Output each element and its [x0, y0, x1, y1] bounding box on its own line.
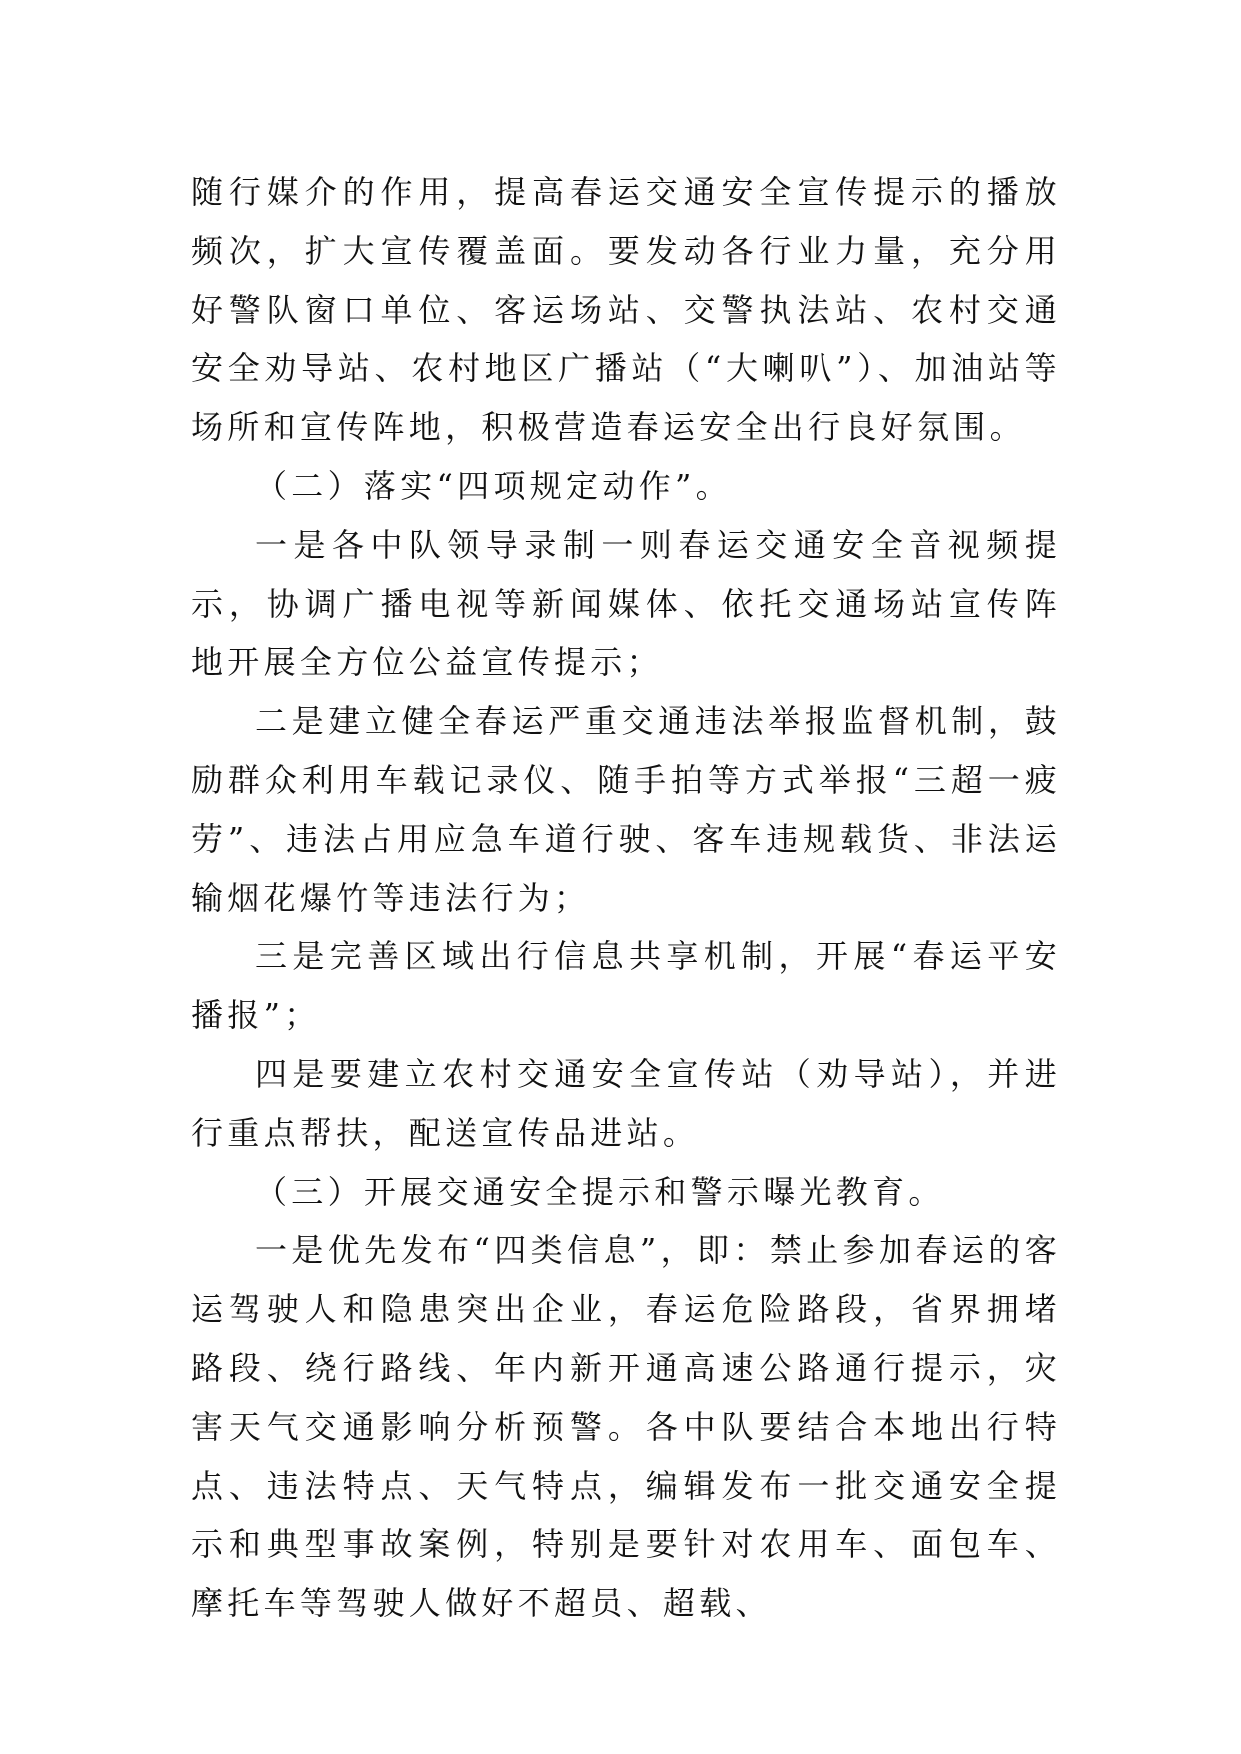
paragraph-item-4: 四是要建立农村交通安全宣传站（劝导站），并进行重点帮扶，配送宣传品进站。 — [191, 1054, 1061, 1152]
document-body — [191, 163, 1061, 1633]
paragraph-item-3: 三是完善区域出行信息共享机制，开展“春运平安播报”； — [191, 937, 1061, 1035]
paragraph-item-5: 一是优先发布“四类信息”，即：禁止参加春运的客运驾驶人和隐患突出企业，春运危险路段，省界拥堵路段、绕行路线、年内新开通高速公路通行提示，灾害天气交通影响分析预警。各中队要结合本地出行特点、违法特点、天气特点，编辑发布一批交通安全提示和典型事故案例，特别是要针对农用车、面包车、摩托车等驾驶人做好不超员、超载、 — [191, 1231, 1061, 1623]
section-heading-2: （二）落实“四项规定动作”。 — [255, 466, 732, 505]
paragraph-item-2: 二是建立健全春运严重交通违法举报监督机制，鼓励群众利用车载记录仪、随手拍等方式举报“三超一疲劳”、违法占用应急车道行驶、客车违规载货、非法运输烟花爆竹等违法行为； — [191, 702, 1061, 917]
paragraph-continuation: 随行媒介的作用，提高春运交通安全宣传提示的播放频次，扩大宣传覆盖面。要发动各行业力量，充分用好警队窗口单位、客运场站、交警执法站、农村交通安全劝导站、农村地区广播站（“大喇叭”）、加油站等场所和宣传阵地，积极营造春运安全出行良好氛围。 — [191, 173, 1061, 447]
section-heading-3: （三）开展交通安全提示和警示曝光教育。 — [255, 1172, 945, 1211]
paragraph-item-1: 一是各中队领导录制一则春运交通安全音视频提示，协调广播电视等新闻媒体、依托交通场站宣传阵地开展全方位公益宣传提示； — [191, 525, 1061, 682]
